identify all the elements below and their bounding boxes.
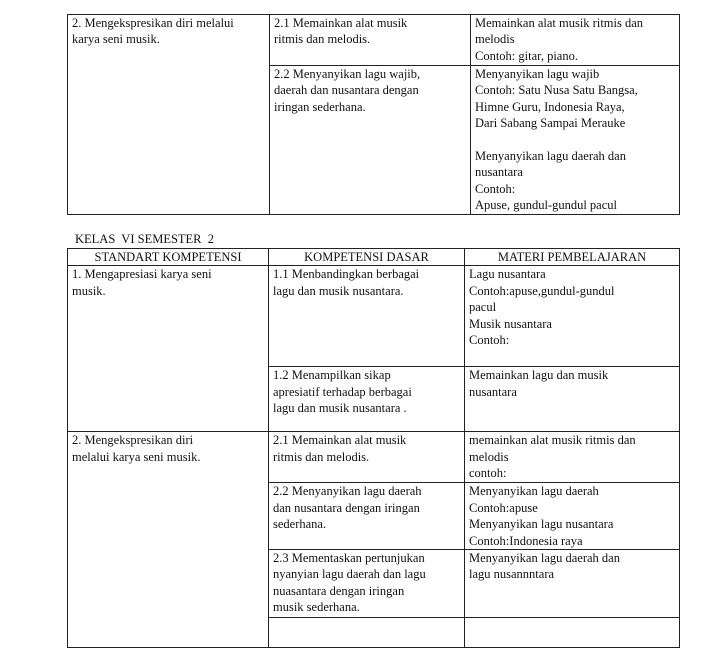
cell-text: melodis xyxy=(475,32,515,47)
table-header-row xyxy=(68,249,680,266)
basic-competency-cell xyxy=(270,66,471,215)
cell-text: 2.3 Mementaskan pertunjukan xyxy=(273,551,425,566)
cell-text: Dari Sabang Sampai Merauke xyxy=(475,116,626,131)
cell-text: lagu dan musik nusantara. xyxy=(273,283,404,298)
cell-text: melodis xyxy=(469,449,509,464)
cell-text: 2.2 Menyanyikan lagu daerah xyxy=(273,484,422,499)
cell-text: nuasantara dengan iringan xyxy=(273,583,405,598)
cell-text: 2.2 Menyanyikan lagu wajib, xyxy=(274,67,421,81)
competency-table-top xyxy=(67,14,680,215)
cell-text: lagu nusannntara xyxy=(469,567,555,582)
blank-line xyxy=(475,132,675,148)
cell-text: Musik nusantara xyxy=(469,316,552,331)
cell-text: Contoh: xyxy=(469,333,510,348)
cell-text: Contoh:Indonesia raya xyxy=(469,533,583,548)
table-row xyxy=(68,432,680,483)
learning-material-cell xyxy=(465,367,680,432)
cell-text: 1.1 Menbandingkan berbagai xyxy=(273,267,420,282)
cell-text: Memainkan lagu dan musik xyxy=(469,368,609,383)
cell-text: Contoh: gitar, piano. xyxy=(475,48,578,63)
cell-text: Contoh:apuse xyxy=(469,500,538,515)
cell-text: 2.1 Memainkan alat musik xyxy=(273,433,407,448)
learning-material-cell xyxy=(471,15,680,66)
basic-competency-cell xyxy=(269,483,465,550)
learning-material-cell xyxy=(465,483,680,550)
cell-text: Lagu nusantara xyxy=(469,267,546,282)
cell-text: ritmis dan melodis. xyxy=(273,449,370,464)
cell-text: nusantara xyxy=(475,165,523,180)
cell-text: sederhana. xyxy=(273,517,327,532)
standard-competency-cell xyxy=(68,432,269,648)
cell-text: contoh: xyxy=(469,466,507,481)
basic-competency-cell xyxy=(269,432,465,483)
cell-text: Menyanyikan lagu daerah xyxy=(469,484,599,499)
cell-text: nyanyian lagu daerah dan lagu xyxy=(273,567,426,582)
learning-material-cell xyxy=(471,66,680,215)
cell-text: 1. Mengapresiasi karya seni xyxy=(72,267,212,282)
cell-text: Menyanyikan lagu wajib xyxy=(475,67,600,81)
standard-competency-cell xyxy=(68,15,270,215)
cell-text: karya seni musik. xyxy=(72,32,160,47)
cell-text: iringan sederhana. xyxy=(274,99,366,114)
cell-text: Contoh: xyxy=(475,181,516,196)
cell-text: memainkan alat musik ritmis dan xyxy=(469,433,636,448)
cell-text: pacul xyxy=(469,300,497,315)
cell-text: melalui karya seni musik. xyxy=(72,449,201,464)
cell-text: Himne Guru, Indonesia Raya, xyxy=(475,99,625,114)
cell-text: lagu dan musik nusantara . xyxy=(273,401,407,416)
column-header: STANDART KOMPETENSI xyxy=(68,249,269,266)
basic-competency-cell xyxy=(270,15,471,66)
section-label: KELAS VI SEMESTER 2 xyxy=(75,232,215,246)
learning-material-cell xyxy=(465,550,680,618)
cell-text: Contoh: Satu Nusa Satu Bangsa, xyxy=(475,83,638,98)
column-header: KOMPETENSI DASAR xyxy=(269,249,465,266)
learning-material-cell xyxy=(465,432,680,483)
cell-text: nusantara xyxy=(469,384,517,399)
cell-text: Menyanyikan lagu daerah dan xyxy=(475,149,626,164)
cell-text: Menyanyikan lagu nusantara xyxy=(469,517,614,532)
cell-text: ritmis dan melodis. xyxy=(274,32,371,47)
cell-text: dan nusantara dengan iringan xyxy=(273,500,420,515)
basic-competency-cell xyxy=(465,618,680,648)
cell-text: Memainkan alat musik ritmis dan xyxy=(475,16,644,30)
cell-text: daerah dan nusantara dengan xyxy=(274,83,419,98)
table-row xyxy=(68,266,680,367)
basic-competency-cell xyxy=(269,367,465,432)
cell-text: Apuse, gundul-gundul pacul xyxy=(475,198,617,213)
basic-competency-cell xyxy=(269,266,465,367)
standard-competency-cell xyxy=(269,618,465,648)
basic-competency-cell xyxy=(269,550,465,618)
cell-text: Menyanyikan lagu daerah dan xyxy=(469,551,620,566)
learning-material-cell xyxy=(465,266,680,367)
cell-text: Contoh:apuse,gundul-gundul xyxy=(469,283,615,298)
standard-competency-cell xyxy=(68,266,269,432)
table-row xyxy=(68,15,680,66)
cell-text: musik. xyxy=(72,283,106,298)
cell-text: 2.1 Memainkan alat musik xyxy=(274,16,408,30)
cell-text: musik sederhana. xyxy=(273,600,360,615)
cell-text: 2. Mengekspresikan diri xyxy=(72,433,194,448)
column-header: MATERI PEMBELAJARAN xyxy=(465,249,680,266)
cell-text: 1.2 Menampilkan sikap xyxy=(273,368,391,383)
competency-table-bottom xyxy=(67,248,680,648)
cell-text: 2. Mengekspresikan diri melalui xyxy=(72,16,234,30)
cell-text: apresiatif terhadap berbagai xyxy=(273,384,412,399)
